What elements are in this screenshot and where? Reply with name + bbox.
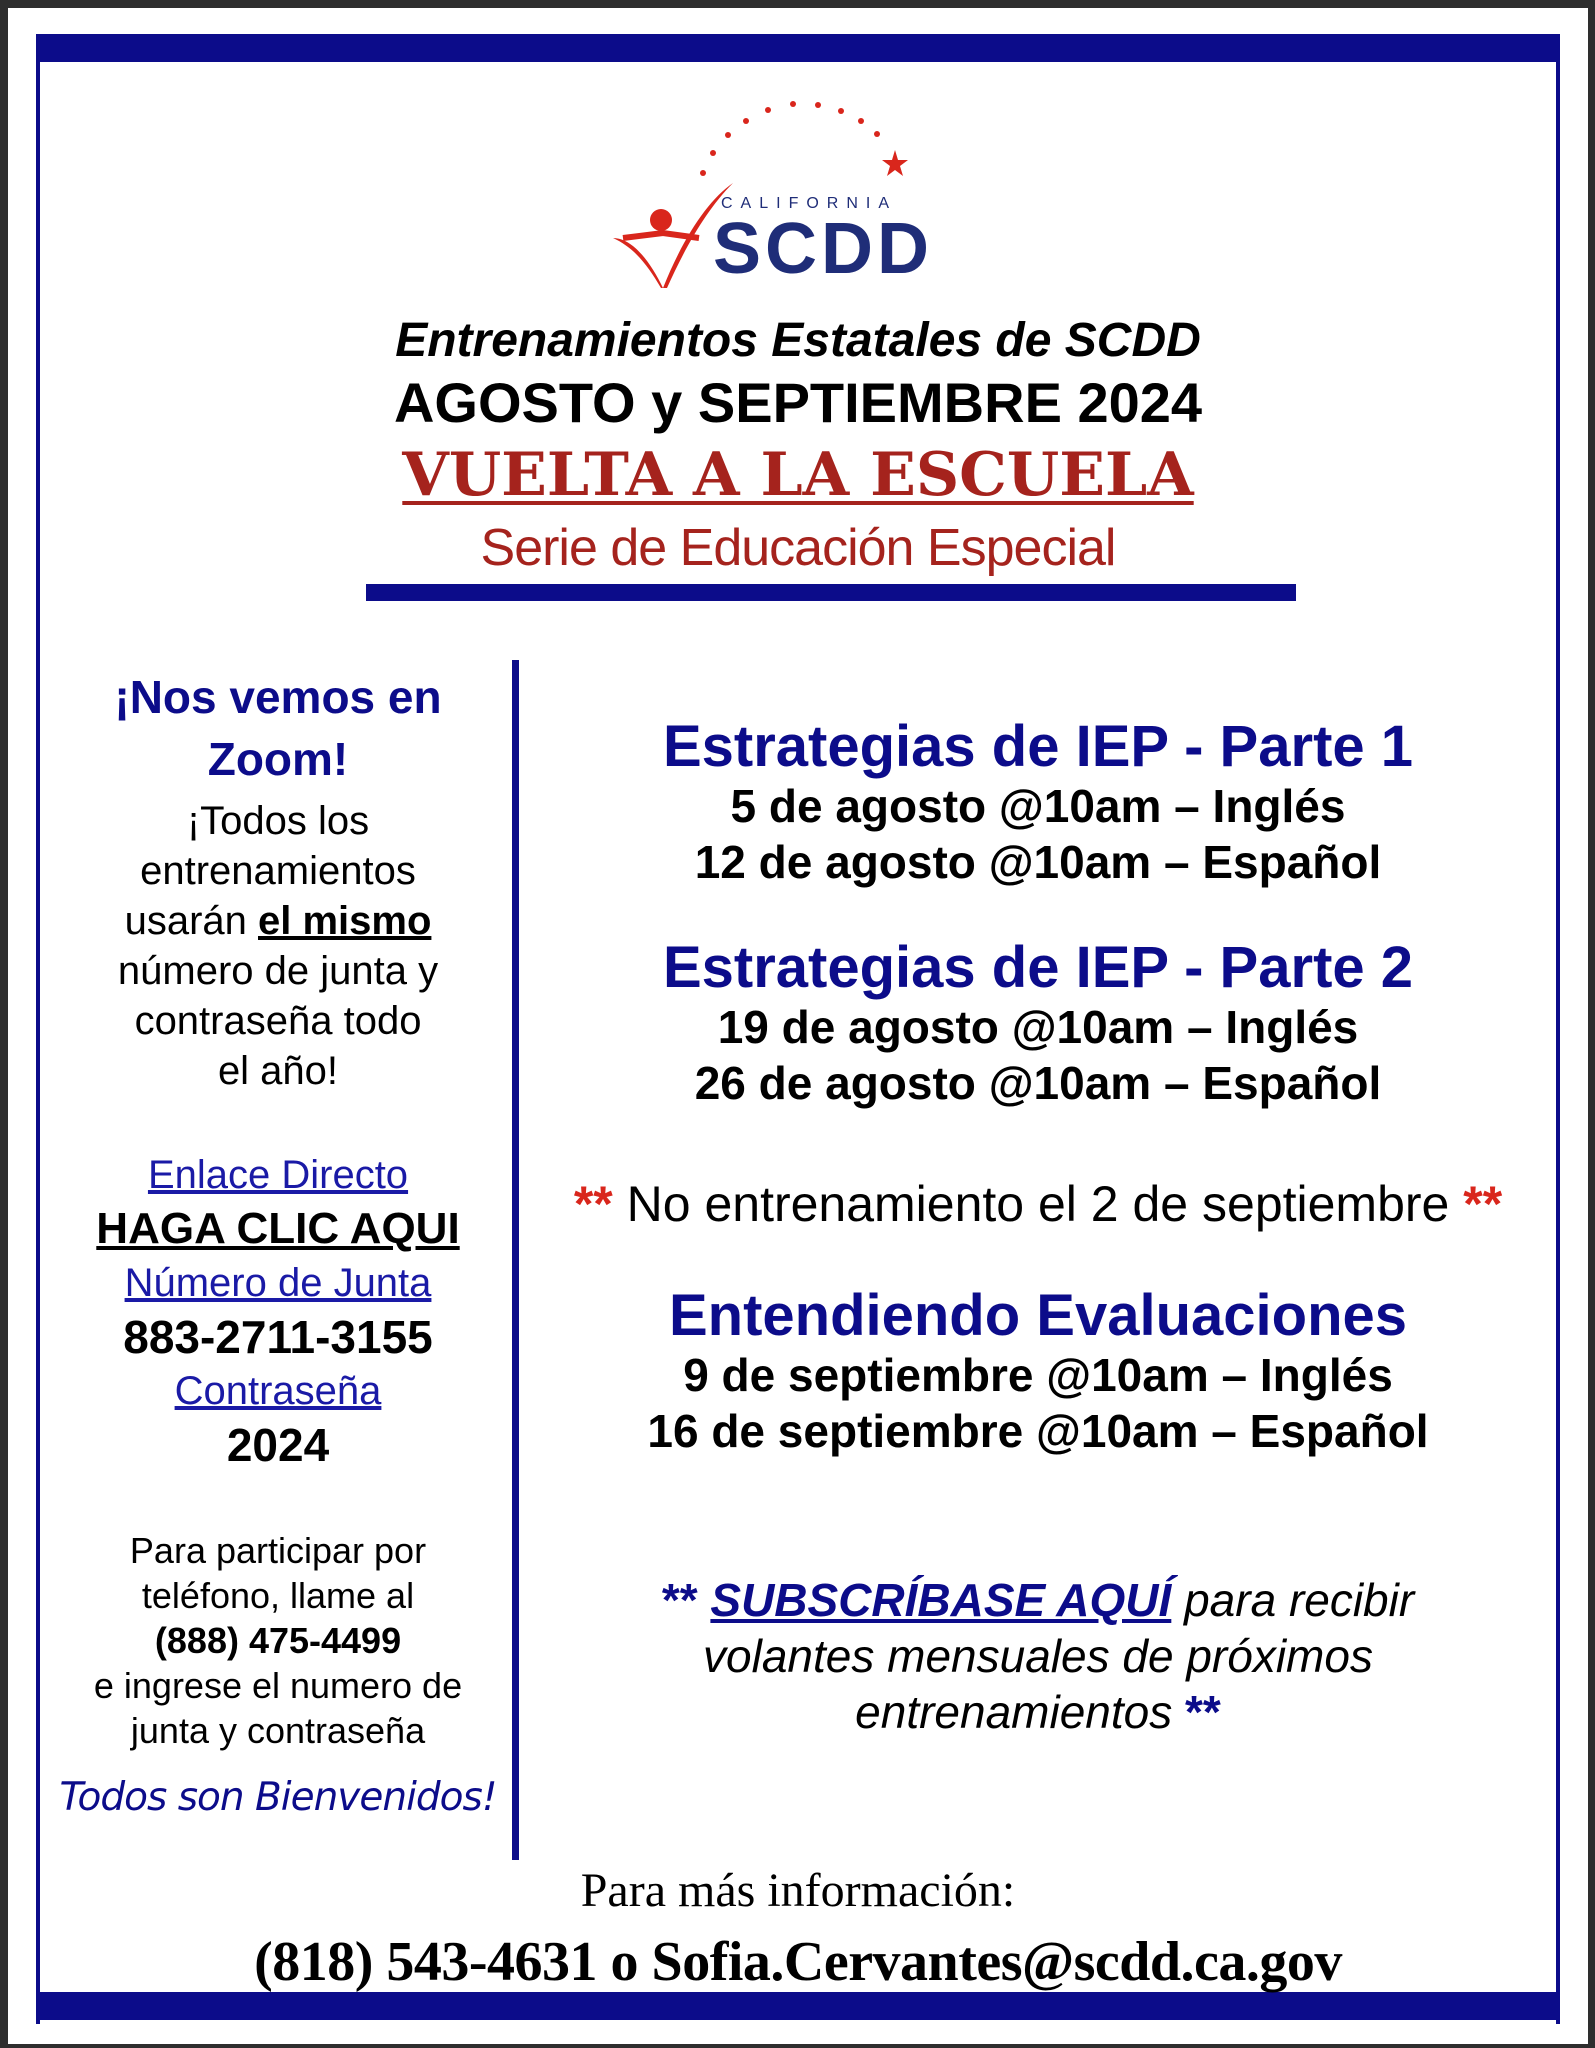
session-date: 5 de agosto @10am – Inglés: [730, 780, 1346, 832]
subscribe-block: [528, 1572, 1548, 1740]
notice-stars-right: **: [1463, 1176, 1503, 1232]
subscribe-line: [528, 1572, 1548, 1628]
notice-stars-left: **: [573, 1176, 613, 1232]
logo-org-text: SCDD: [713, 209, 934, 288]
subscribe-text: para recibir: [1171, 1574, 1415, 1626]
footer-info-label: Para más información:: [580, 1864, 1016, 1917]
info-line: ¡Todos los: [186, 799, 370, 843]
session-date: 16 de septiembre @10am – Español: [647, 1405, 1429, 1457]
click-here-link[interactable]: HAGA CLIC AQUI: [96, 1204, 460, 1253]
phone-line: junta y contraseña: [130, 1710, 426, 1751]
phone-line: e ingrese el numero de: [93, 1665, 463, 1706]
session-block-2: [528, 937, 1548, 1111]
logo-state-text: CALIFORNIA: [721, 195, 898, 212]
password-label[interactable]: Contraseña: [174, 1369, 382, 1413]
same-meeting-info: [48, 796, 508, 1096]
no-training-notice: [528, 1174, 1548, 1234]
subscribe-text: entrenamientos: [855, 1686, 1186, 1738]
session-title: Estrategias de IEP - Parte 1: [662, 714, 1414, 779]
phone-number: (888) 475-4499: [154, 1620, 402, 1661]
meeting-number: 883-2711-3155: [123, 1311, 433, 1363]
session-date: 19 de agosto @10am – Inglés: [717, 1001, 1359, 1053]
subscribe-line: [528, 1684, 1548, 1740]
direct-link-label[interactable]: Enlace Directo: [147, 1153, 409, 1197]
column-divider: [512, 660, 519, 1860]
left-column: [48, 666, 508, 1820]
subscribe-stars: **: [1185, 1686, 1221, 1738]
phone-line: Para participar por: [129, 1530, 427, 1571]
bottom-border-bar: [36, 1992, 1560, 2020]
subscribe-link[interactable]: SUBSCRÍBASE AQUÍ: [710, 1574, 1172, 1626]
session-block-1: [528, 716, 1548, 890]
info-text: usarán: [124, 899, 258, 943]
footer-contact[interactable]: (818) 543-4631 o Sofia.Cervantes@scdd.ca.gov: [254, 1931, 1342, 1993]
subscribe-line: volantes mensuales de próximos: [703, 1630, 1373, 1682]
notice-text: No entrenamiento el 2 de septiembre: [612, 1176, 1464, 1232]
info-line: entrenamientos: [140, 849, 416, 893]
session-date: 26 de agosto @10am – Español: [694, 1057, 1382, 1109]
session-title: Estrategias de IEP - Parte 2: [662, 935, 1414, 1000]
top-border-bar: [36, 34, 1560, 62]
subscribe-stars: **: [661, 1574, 698, 1626]
password-value: 2024: [226, 1419, 330, 1471]
header-title: VUELTA A LA ESCUELA: [402, 440, 1194, 510]
zoom-line-2: Zoom!: [207, 733, 349, 785]
header-divider: [366, 584, 1296, 601]
session-date: 9 de septiembre @10am – Inglés: [683, 1349, 1393, 1401]
zoom-line-1: ¡Nos vemos en: [114, 671, 442, 723]
phone-instructions: [48, 1528, 508, 1753]
session-block-3: [528, 1285, 1548, 1459]
session-date: 12 de agosto @10am – Español: [694, 836, 1382, 888]
info-line: contraseña todo: [134, 999, 422, 1043]
meeting-number-label[interactable]: Número de Junta: [124, 1261, 432, 1305]
welcome-text: Todos son Bienvenidos!: [59, 1775, 497, 1820]
info-line: número de junta y: [117, 949, 439, 993]
info-line: el año!: [217, 1049, 339, 1093]
session-title: Entendiendo Evaluaciones: [668, 1283, 1408, 1348]
stars-arc: [700, 101, 908, 176]
flyer-page: [8, 8, 1588, 2044]
header-line-2: AGOSTO y SEPTIEMBRE 2024: [393, 371, 1203, 434]
phone-line: teléfono, llame al: [141, 1575, 415, 1616]
scdd-logo: [603, 88, 983, 288]
info-line: [48, 896, 508, 946]
header-line-1: Entrenamientos Estatales de SCDD: [395, 314, 1201, 367]
zoom-heading: [48, 666, 508, 790]
info-emphasis: el mismo: [258, 899, 432, 943]
header-subtitle: Serie de Educación Especial: [480, 519, 1116, 577]
